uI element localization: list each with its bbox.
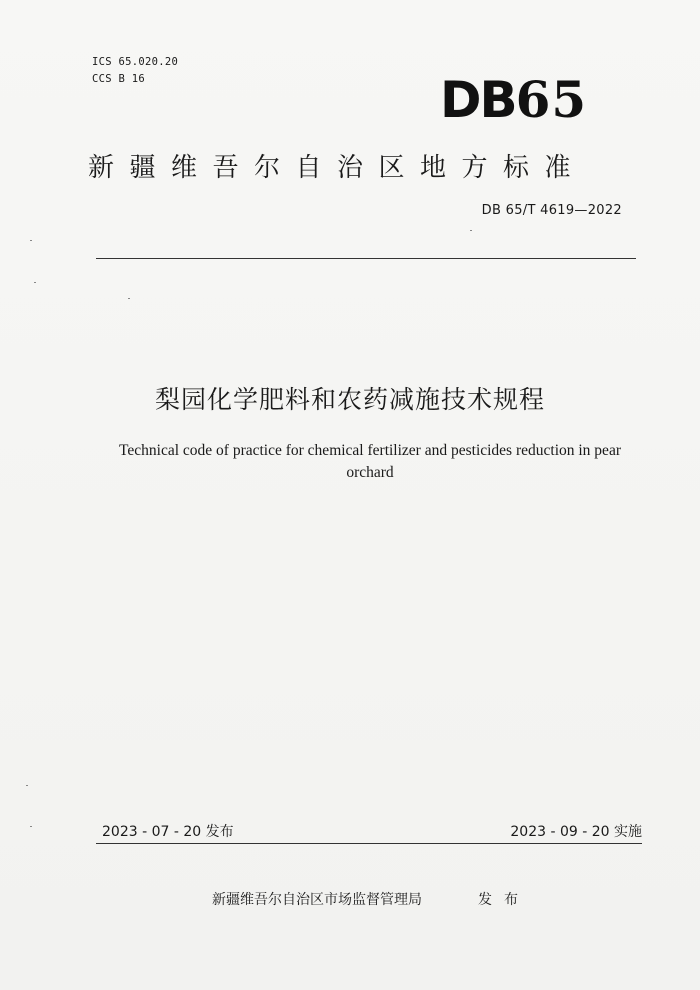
- implementation-date: 2023 - 09 - 20 实施: [510, 824, 642, 840]
- document-title-chinese: 梨园化学肥料和农药减施技术规程: [154, 385, 545, 414]
- classification-codes: [92, 54, 178, 88]
- ccs-code: CCS B 16: [92, 73, 145, 85]
- scan-speck: [26, 785, 28, 786]
- standard-number: DB 65/T 4619—2022: [481, 203, 622, 218]
- ics-code: ICS 65.020.20: [92, 56, 179, 68]
- footer-divider: [96, 843, 642, 844]
- scan-speck: [34, 282, 36, 283]
- logo-letters: DB: [440, 71, 516, 129]
- issue-label: 发布: [478, 892, 530, 908]
- issuing-authority: 新疆维吾尔自治区市场监督管理局: [212, 892, 422, 908]
- standard-category-title: 新疆维吾尔自治区地方标准: [88, 153, 587, 183]
- db65-logo: [440, 72, 587, 128]
- scan-speck: [30, 826, 32, 827]
- english-title-line-1: Technical code of practice for chemical fertilizer and pesticides reduction in pear: [119, 442, 621, 459]
- scan-speck: [470, 230, 472, 231]
- scan-speck: [30, 240, 32, 241]
- english-title-line-2: orchard: [346, 464, 394, 481]
- logo-number: 65: [515, 70, 588, 129]
- header-divider: [96, 258, 636, 259]
- document-title-english: [100, 440, 640, 484]
- release-date: 2023 - 07 - 20 发布: [102, 824, 234, 840]
- scan-speck: [128, 298, 130, 299]
